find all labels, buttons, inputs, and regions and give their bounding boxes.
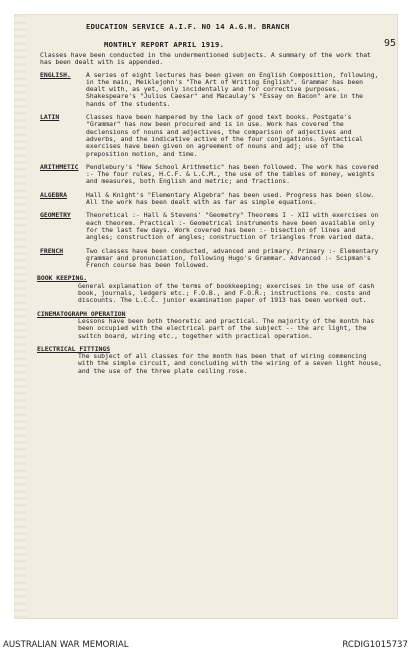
page-number: 95 <box>383 38 396 49</box>
section-text: General explanation of the terms of bookkeeping; exercises in the use of cash book, journals, ledgers etc.; F.O.B., and F.O.R.; instructions re. costs and discounts. The L.C.C. junior examination paper of 1913 has been worked out. <box>78 281 375 305</box>
document-subtitle: MONTHLY REPORT APRIL 1919. <box>104 40 225 49</box>
section-text: A series of eight lectures has been given on English Composition, following, in the main, Meiklejohn's "The Art of Writing English". Grammar has been dealt with, as yet, only incidentally and for corrective purposes. Shakespeare's "Julius Caesar" and Macaulay's "Essay on Bacon" are in the hands of the students. <box>86 70 379 108</box>
footer-source: AUSTRALIAN WAR MEMORIAL <box>3 640 129 650</box>
section-heading: GEOMETRY <box>40 211 71 220</box>
section-heading: LATIN <box>40 113 60 122</box>
section-heading: FRENCH <box>40 246 64 255</box>
document-header <box>86 22 386 49</box>
section-algebra <box>40 192 384 207</box>
section-heading: ENGLISH. <box>40 70 71 79</box>
section-geometry <box>40 212 384 241</box>
section-heading: BOOK KEEPING. <box>37 274 88 283</box>
section-cinematograph <box>37 309 384 340</box>
archive-footer <box>0 636 412 654</box>
section-book-keeping <box>37 274 384 305</box>
section-text: Pendlebury's "New School Arithmetic" has been followed. The work has covered :- The four rules, H.C.F. & L.C.M., the use of the tables of money, weights and measures, both English and metric; and fractions. <box>86 162 379 186</box>
binding-strip <box>14 14 26 619</box>
section-english <box>40 72 384 108</box>
section-text: The subject of all classes for the month has been that of wiring commencing with the simple circuit, and concluding with the wiring of a seven light house, and the use of the three plate ceiling rose. <box>78 352 382 375</box>
intro-paragraph: Classes have been conducted in the undermentioned subjects. A summary of the work that has been dealt with is appended. <box>40 51 371 67</box>
section-heading: ALGEBRA <box>40 190 67 199</box>
section-arithmetic <box>40 164 384 186</box>
section-text: Two classes have been conducted, advanced and primary. Primary :- Elementary grammar and pronunciation, following Hugo's Grammar. Advanced :- Scipman's French course has been followed. <box>86 246 379 270</box>
section-text: Classes have been hampered by the lack of good text books. Postgate's "Grammar" has now been procured and is in use. Work has covered the declensions of nouns and adjectives, the comparison of adjectives and adverbs, and the indicative active of the four conjugations. Syntactical exercises have been given on agreement of nouns and adj; use of the preposition motion, and time. <box>86 113 364 158</box>
document-title: EDUCATION SERVICE A.I.F. NO 14 A.G.H. BRANCH <box>86 22 290 31</box>
section-heading: ARITHMETIC <box>40 162 79 171</box>
section-french <box>40 248 384 270</box>
footer-record-id: RCDIG1015737 <box>342 640 408 650</box>
section-electrical <box>37 344 384 375</box>
document-body <box>37 51 384 381</box>
section-text: Lessons have been both theoretic and practical. The majority of the month has been occupied with the electrical part of the subject -- the arc light, the switch board, wiring etc., together with practical operation. <box>78 316 375 340</box>
section-heading: ELECTRICAL FITTINGS <box>37 344 111 353</box>
section-text: Theoretical :- Hall & Stevens' "Geometry" Theorems I - XII with exercises on each theorem. Practical :- Geometrical instruments have been available only for the last few days. Work covered has been :- bisection of lines and angles; construction of angles; construction of triangles from varied data. <box>86 211 379 242</box>
section-text: Hall & Knight's "Elementary Algebra" has been used. Progress has been slow. All the work has been dealt with as far as simple equations. <box>86 190 375 207</box>
section-heading: CINEMATOGRAPH OPERATION <box>37 309 126 318</box>
section-latin <box>40 114 384 158</box>
